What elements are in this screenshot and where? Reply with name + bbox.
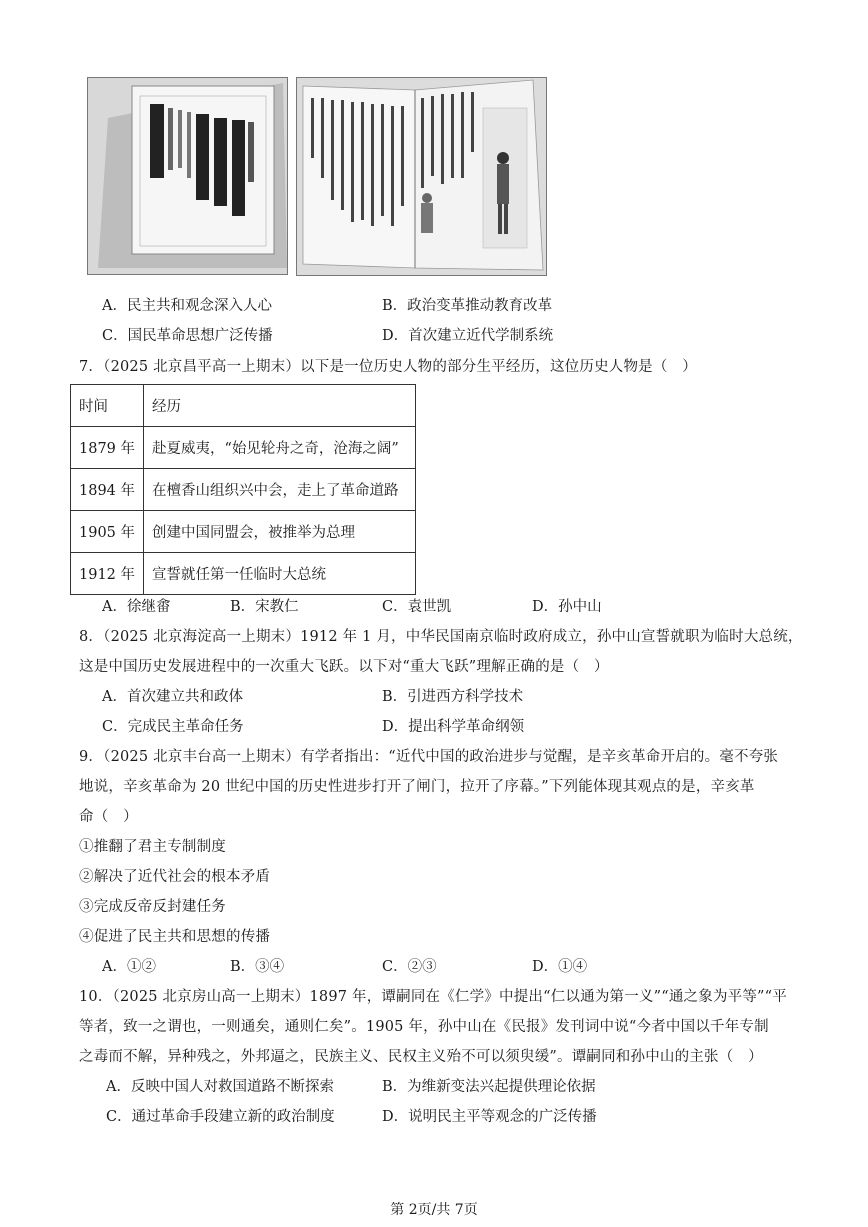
q9-option-c[interactable]: C．②③ [382,959,437,975]
table-cell-event: 在檀香山组织兴中会，走上了革命道路 [144,469,416,511]
table-cell-event: 宣誓就任第一任临时大总统 [144,553,416,595]
table-cell-year: 1894 年 [71,469,144,511]
table-cell-year: 1912 年 [71,553,144,595]
q9-statement-2: ②解决了近代社会的根本矛盾 [79,869,271,885]
table-header-experience: 经历 [144,385,416,427]
q8-option-c[interactable]: C．完成民主革命任务 [102,719,244,735]
book-cover-photo [87,77,288,275]
q10-option-b[interactable]: B．为维新变法兴起提供理论依据 [382,1079,596,1095]
q8-option-b[interactable]: B．引进西方科学技术 [382,689,524,705]
q8-stem-line2: 这是中国历史发展进程中的一次重大飞跃。以下对“重大飞跃”理解正确的是（ ） [79,659,609,675]
q9-option-b[interactable]: B．③④ [230,959,285,975]
q9-stem-line2: 地说，辛亥革命为 20 世纪中国的历史性进步打开了闸门，拉开了序幕。”下列能体现其观点的是，辛亥革 [79,779,755,795]
q10-stem-line3: 之毒而不解，异种残之，外邦逼之，民族主义、民权主义殆不可以须臾缓”。谭嗣同和孙中山的主张（ ） [79,1049,763,1065]
q9-statement-3: ③完成反帝反封建任务 [79,899,226,915]
q10-option-c[interactable]: C．通过革命手段建立新的政治制度 [106,1109,335,1125]
q8-stem-line1: 8．（2025 北京海淀高一上期末）1912 年 1 月，中华民国南京临时政府成立，孙中山宣誓就职为临时大总统， [79,629,803,645]
q7-option-d[interactable]: D．孙中山 [532,599,602,615]
table-row [71,427,416,469]
q9-stem-line1: 9．（2025 北京丰台高一上期末）有学者指出：“近代中国的政治进步与觉醒，是辛亥革命开启的。毫不夸张 [79,749,779,765]
biography-table [70,384,416,595]
open-book-illustration [297,78,546,275]
q6-option-c[interactable]: C．国民革命思想广泛传播 [102,328,273,344]
q10-option-a[interactable]: A．反映中国人对救国道路不断探索 [106,1079,334,1095]
q7-stem: 7．（2025 北京昌平高一上期末）以下是一位历史人物的部分生平经历，这位历史人物是（ ） [79,359,697,375]
q7-option-b[interactable]: B．宋教仁 [230,599,299,615]
q8-option-a[interactable]: A．首次建立共和政体 [102,689,243,705]
q7-option-c[interactable]: C．袁世凯 [382,599,452,615]
q9-option-d[interactable]: D．①④ [532,959,588,975]
q9-statement-1: ①推翻了君主专制制度 [79,839,226,855]
q6-option-a[interactable]: A．民主共和观念深入人心 [102,298,272,314]
q9-statement-4: ④促进了民主共和思想的传播 [79,929,271,945]
table-cell-event: 赴夏威夷，“始见轮舟之奇，沧海之阔” [144,427,416,469]
table-header-row [71,385,416,427]
q9-stem-line3: 命（ ） [79,809,138,825]
q7-option-a[interactable]: A．徐继畬 [102,599,171,615]
table-row [71,511,416,553]
q10-stem-line1: 10．（2025 北京房山高一上期末）1897 年，谭嗣同在《仁学》中提出“仁以通为第一义”“通之象为平等”“平 [79,989,787,1005]
q10-option-d[interactable]: D．说明民主平等观念的广泛传播 [382,1109,597,1125]
table-cell-event: 创建中国同盟会，被推举为总理 [144,511,416,553]
q9-option-a[interactable]: A．①② [102,959,156,975]
table-cell-year: 1905 年 [71,511,144,553]
q6-option-d[interactable]: D．首次建立近代学制系统 [382,328,554,344]
table-row [71,553,416,595]
table-header-time: 时间 [71,385,144,427]
open-book-photo [296,77,547,276]
q8-option-d[interactable]: D．提出科学革命纲领 [382,719,525,735]
book-cover-illustration [88,78,287,274]
q6-option-b[interactable]: B．政治变革推动教育改革 [382,298,553,314]
table-cell-year: 1879 年 [71,427,144,469]
page-number: 第 2页/共 7页 [390,1202,478,1218]
table-row [71,469,416,511]
q10-stem-line2: 等者，致一之谓也，一则通矣，通则仁矣”。1905 年，孙中山在《民报》发刊词中说“今者中国以千年专制 [79,1019,769,1035]
